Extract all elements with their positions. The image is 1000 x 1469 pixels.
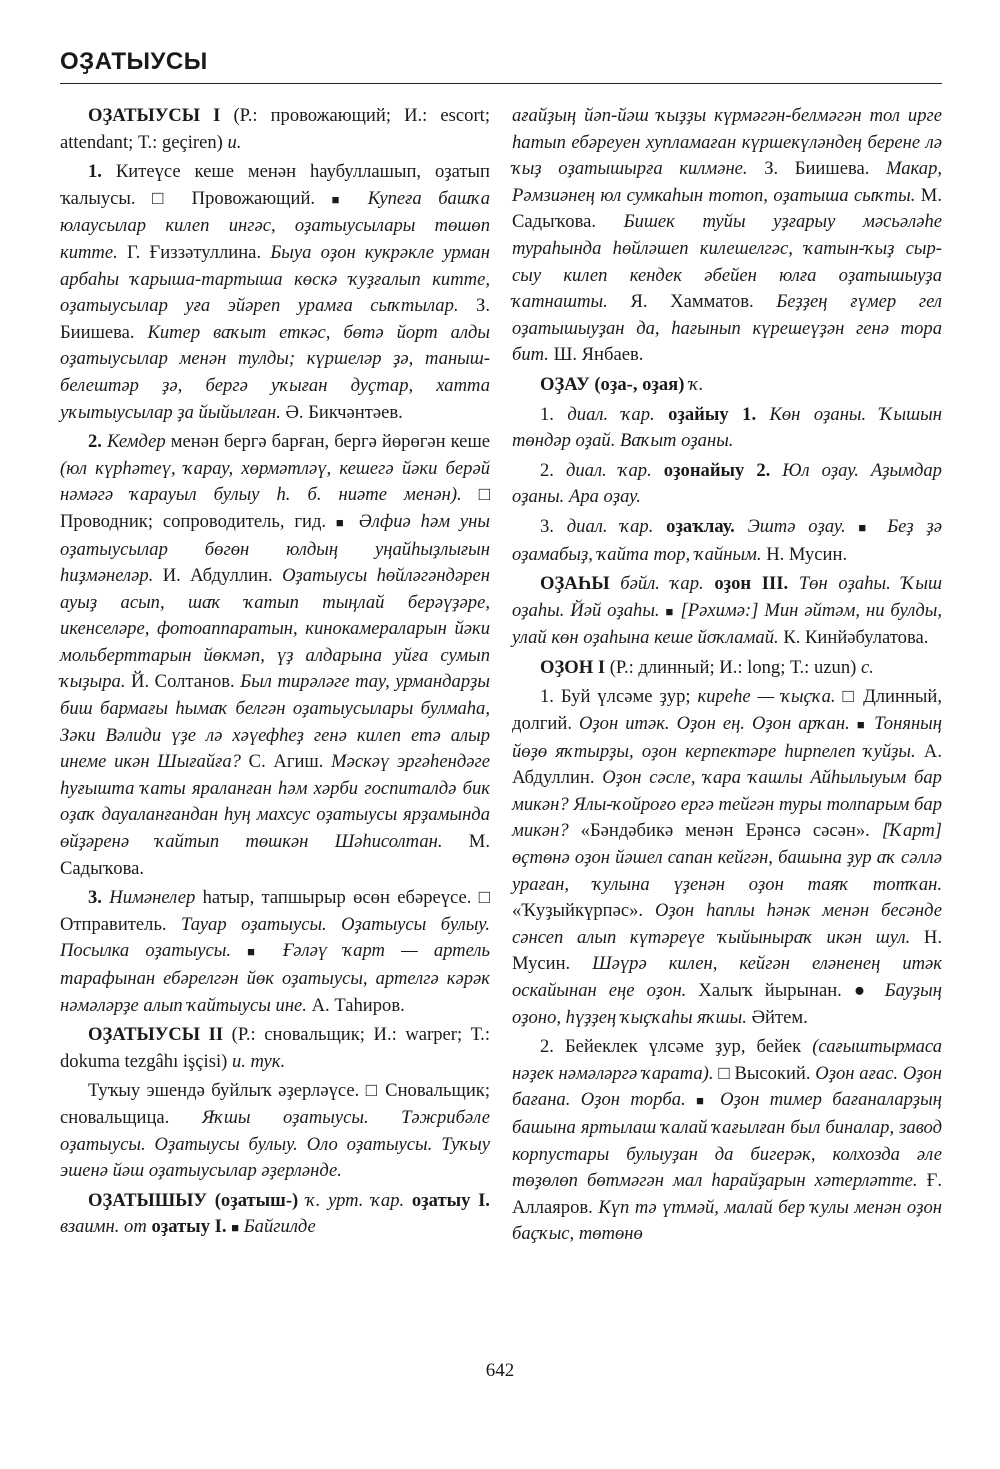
- definition-paragraph: [60, 1078, 490, 1184]
- example: Тауар оҙатыусы. Оҙатыусы булыу. Посылка оҙатыусы.: [60, 913, 491, 962]
- example: [Ҡарт] өҫтөнә оҙон йәшел сапан кейгән, башына ҙур аҡ сәллә ураған, ҡулына үҙенән оҙон таяҡ тотҡан.: [512, 820, 942, 895]
- example: Төн оҙаһы. Ҡыш оҙаһы. Йәй оҙаһы.: [512, 573, 942, 621]
- sense-number: 3.: [540, 515, 554, 537]
- example: Яҡшы оҙатыусы. Тәжрибәле оҙатыусы. Оҙатыусы булыу. Оло оҙатыусы. Туҡыу эшенә йәш оҙатыусылар әҙерләнде.: [60, 1106, 490, 1182]
- author: М. Садыҡова.: [512, 184, 942, 233]
- part-of-speech: бәйл. ҡар.: [620, 573, 704, 595]
- grammar-note: диал. ҡар.: [553, 459, 652, 481]
- entry-ozatyusy-2: [60, 1022, 490, 1075]
- definition: Туҡыу эшендә буйлыҡ әҙерләүсе.: [88, 1080, 366, 1102]
- example: Эштә оҙау.: [734, 515, 846, 537]
- sense-number: 3.: [88, 887, 102, 909]
- example: Кемдер: [101, 431, 166, 453]
- part-of-speech: и. тук.: [231, 1050, 286, 1072]
- filled-square-icon: [858, 516, 874, 537]
- headword: ОҘАТЫШЫУ (оҙатыш-): [88, 1189, 299, 1211]
- author: К. Кинйәбулатова.: [778, 627, 929, 649]
- author: Г. Ғиззәтуллина.: [117, 241, 271, 263]
- headword: ОҘАТЫУСЫ II: [88, 1024, 224, 1046]
- example: Ғәләү ҡарт — артель тарафынан ебәрелгән йөк оҙатыусы, артелгә кәрәк нәмәләрҙе алып ҡайтыусы ине.: [60, 940, 490, 1016]
- usage-note: (сағыштырмаса нәҙек нәмәләргә ҡарата).: [512, 1036, 942, 1084]
- example: Быуа оҙон кукрәкле урман арбаһы ҡарыша-тартыша көскә ҡуҙғалып китте, оҙатыусылар уға эйәреп урамға сыҡтылар.: [60, 241, 490, 317]
- definition: Китеүсе кеше менән һаубуллашып, оҙатып ҡалыусы.: [60, 161, 490, 209]
- example: Оҙон ағас. Оҙон бағана. Оҙон торба.: [512, 1062, 943, 1111]
- translation: Высокий.: [729, 1062, 816, 1084]
- definition: Бейеклек үлсәме ҙур, бейек: [553, 1036, 813, 1058]
- sense-3: [60, 885, 490, 1019]
- filled-square-icon: [231, 1216, 239, 1237]
- right-column: [512, 103, 942, 1248]
- example: Көн оҙаны. Ҡышын төндәр оҙай. Ваҡыт оҙаны.: [512, 403, 942, 452]
- open-square-icon: [718, 1063, 729, 1084]
- example: Беҙҙең ғүмер гел оҙатышыуҙан да, һағынып күрешеүҙән генә тора бит.: [512, 291, 942, 366]
- example: Мәскәү эргәһендәге һуғышта ҡаты яраланған һәм хәрби госпиталдә бик оҙаҡ дауаланғандан һуң махсус оҙатыусы ярҙамында өйҙәренә ҡайтып төшкән Шәһисолтан.: [60, 751, 490, 853]
- gloss: (Р.: провожающий; И.: escort; attendant; Т.: geçiren): [60, 105, 490, 153]
- cross-reference: оҙонайыу 2.: [663, 459, 771, 481]
- example: Әлфиә һәм уны оҙатыусылар бөгөн юлдың уңайһыҙлығын һиҙмәнеләр.: [60, 510, 490, 587]
- filled-square-icon: [336, 511, 349, 532]
- cross-reference: оҙатыу I.: [411, 1189, 490, 1211]
- open-square-icon: [479, 484, 490, 505]
- sense-1: [60, 159, 490, 426]
- definition: Буй үлсәме ҙур;: [553, 686, 698, 708]
- grammar-note: диал. ҡар.: [553, 403, 655, 425]
- bullet-icon: ●: [853, 980, 873, 1001]
- proverb: Бауҙың оҙоно, һүҙҙең ҡыҫҡаһы яҡшы.: [512, 980, 943, 1028]
- author: М. Садыҡова.: [60, 831, 490, 879]
- definition: менән бергә барған, бергә йөрөгән кеше: [165, 431, 491, 453]
- filled-square-icon: [696, 1089, 710, 1110]
- gloss: (Р.: сновальщик; И.: warper; Т.: dokuma tezgâhı işçisi): [60, 1024, 490, 1072]
- example: Оҙон итәк. Оҙон ең. Оҙон арҡан.: [579, 713, 850, 735]
- author: А. Абдуллин.: [512, 740, 942, 789]
- author: «Ҡуҙыйкүрпәс».: [512, 900, 655, 922]
- translation: Сновальщик; сновальщица.: [60, 1080, 491, 1128]
- example: Шәүрә килен, кейгән еләненең итәк оскайынан еңе оҙон.: [512, 953, 942, 1001]
- translation: Длинный, долгий.: [512, 686, 942, 735]
- author: З. Биишева.: [60, 295, 490, 343]
- example: Бишек туйы уҙғарыу мәсьәләһе тураһында һөйләшеп килешелгәс, ҡатын-ҡыҙ сыр-сыу килеп кендек әбейен юлға оҙатышыуҙа ҡатнашты.: [512, 211, 942, 313]
- example: [Рәхимә:] Мин әйтәм, ни булды, улай көн оҙаһына кеше йоҡламай.: [512, 599, 943, 649]
- translation: Проводник; сопроводитель, гид.: [60, 510, 336, 532]
- running-head: ОҘАТЫУСЫ: [60, 48, 208, 75]
- example: ағайҙың йәп-йәш ҡыҙҙы күрмәгән-белмәгән тол ирге һатып ебәреуен хупламаған күршекүләндең берене лә ҡыҙ оҙатышырға килмәне.: [512, 105, 942, 180]
- part-of-speech: ҡ. урт. ҡар.: [305, 1189, 405, 1211]
- headword: ОҘАУ (оҙа-, оҙая): [540, 373, 685, 395]
- example: Оҙатыусы һөйләгәндәрен ауыҙ асып, шаҡ ҡатып тыңлай берәүҙәре, икенселәре, фотоаппаратын, кинокамераларын йәки мольберттарын йөкмәп, үҙ алдарына уйға сумып ҡыҙыра.: [60, 565, 490, 693]
- headword: ОҘАТЫУСЫ I: [88, 105, 221, 126]
- example: Макар, Рәмзиәнең юл сумкаһын тотоп, оҙатыша сыҡты.: [512, 158, 943, 206]
- entry-ozau: [512, 372, 942, 399]
- example: Купеға башҡа юлаусылар килеп ингәс, оҙатыусылары төшөп китте.: [60, 187, 490, 263]
- entry-ozahy: [512, 571, 942, 652]
- example: Тоняның йөҙө яҡтырҙы, оҙон керпектәре һирпелеп ҡуйҙы.: [512, 713, 943, 762]
- part-of-speech: с.: [860, 656, 874, 678]
- example: Оҙон һаплы һәнәк менән бесәнде сәнсеп алып күтәреүе ҡыйыныраҡ икән шул.: [512, 900, 942, 948]
- sense-1: [512, 402, 942, 455]
- author: З. Биишева.: [747, 158, 887, 180]
- entry-ozatyshyu: [60, 1188, 490, 1242]
- author: Халыҡ йырынан.: [686, 980, 854, 1001]
- author: Я. Хамматов.: [607, 291, 777, 313]
- author: Й. Солтанов.: [125, 671, 241, 693]
- author: Ш. Янбаев.: [548, 344, 644, 366]
- sense-number: 1.: [88, 161, 102, 183]
- part-of-speech: ҡ.: [689, 373, 704, 395]
- filled-square-icon: [332, 188, 352, 209]
- cross-reference: оҙаҡлау.: [666, 515, 735, 537]
- author: Ғ. Аллаяров.: [512, 1170, 943, 1218]
- gloss: (Р.: длинный; И.: long; Т.: uzun): [605, 656, 861, 678]
- page-number: 642: [485, 1360, 515, 1381]
- author: Н. Мусин.: [761, 543, 848, 565]
- example: Нимәнелер: [101, 887, 196, 909]
- sense-number: 2.: [88, 431, 102, 453]
- definition: һатыр, тапшырыр өсөн ебәреүсе.: [195, 887, 479, 909]
- sense-number: 2.: [540, 1036, 554, 1058]
- open-square-icon: [366, 1080, 379, 1101]
- cross-reference: оҙатыу I.: [151, 1216, 227, 1238]
- example: Беҙ ҙә оҙамабыҙ, ҡайта тор, ҡайным.: [512, 515, 942, 565]
- entry-ozatyusy-1: [60, 103, 490, 156]
- headword: ОҘАҺЫ: [540, 573, 610, 595]
- author: А. Таһиров.: [306, 994, 405, 1016]
- cross-reference: оҙайыу 1.: [668, 403, 757, 425]
- sense-2: [60, 429, 490, 882]
- example: Оҙон сәсле, ҡара ҡашлы Айһылыуым бар микән? Ялы-ҡойроғо ергә тейгән туры толпарым бар микән?: [512, 767, 942, 842]
- entry-ozon-1: [512, 655, 942, 682]
- author: С. Агиш.: [240, 751, 332, 773]
- open-square-icon: [152, 188, 175, 209]
- sense-number: 2.: [540, 459, 554, 481]
- continued-examples: [512, 103, 942, 369]
- open-square-icon: [479, 887, 490, 908]
- translation: Провожающий.: [175, 187, 332, 209]
- filled-square-icon: [857, 713, 867, 734]
- headword: ОҘОН I: [540, 656, 606, 678]
- author: И. Абдуллин.: [153, 565, 283, 587]
- example: Был тирәләге тау, урмандарҙы биш бармағы һымаҡ белгән оҙатыусылары булмаһа, Зәки Вәлиди үҙе лә хәүефһеҙ генә килеп етә алыр инеме икән Шығайға?: [60, 671, 490, 773]
- grammar-note: взаимн. от: [60, 1216, 147, 1238]
- author: Әйтем.: [746, 1006, 808, 1028]
- example: Күп тә үтмәй, малай бер ҡулы менән оҙон баҫҡыс, төтөнө: [512, 1196, 942, 1245]
- translation: Отправитель.: [60, 913, 182, 935]
- page-header: [60, 48, 940, 76]
- example: Китер ваҡыт еткәс, бөтә йорт алды оҙатыусылар менән тулды; күршеләр ҙә, таныш-белештәр ҙә, бергә уҡыған дуҫтар, хатта уҡытыусылар ҙа йыйылған.: [60, 321, 490, 423]
- left-column: [60, 103, 490, 1242]
- sense-number: 1.: [540, 686, 554, 708]
- author: Ә. Бикчәнтәев.: [280, 401, 403, 423]
- grammar-note: диал. ҡар.: [553, 515, 654, 537]
- sense-3: [512, 514, 942, 568]
- header-rule: [60, 83, 942, 84]
- antonym: киреһе — ҡыҫҡа.: [697, 686, 836, 708]
- cross-reference: оҙон III.: [714, 573, 789, 595]
- sense-number: 1.: [540, 403, 554, 425]
- sense-1: [512, 684, 942, 1031]
- author: «Бәндәбикә менән Ерәнсә сәсән».: [568, 820, 882, 842]
- filled-square-icon: [666, 600, 675, 621]
- part-of-speech: и.: [227, 131, 242, 153]
- sense-2: [512, 1034, 942, 1248]
- example: Юл оҙау. Аҙымдар оҙаны. Ара оҙау.: [512, 459, 942, 508]
- example: Оҙон тимер бағаналарҙың башына яртылаш ҡалай ҡағылған был биналар, завод корпустары булыуҙан да бигерәк, колхозда әле төҙөлөп бөтмәгән мал һарайҙарын хәтерләтте.: [512, 1089, 942, 1192]
- open-square-icon: [843, 686, 857, 707]
- example: Байгилде: [243, 1216, 316, 1238]
- filled-square-icon: [247, 940, 266, 961]
- sense-2: [512, 458, 942, 511]
- author: Н. Мусин.: [512, 926, 942, 975]
- usage-note: (юл күрһәтеү, ҡарау, хөрмәтләү, кешегә йәки берәй нәмәгә ҡарауыл булыу һ. б. ниәте менән).: [60, 457, 490, 506]
